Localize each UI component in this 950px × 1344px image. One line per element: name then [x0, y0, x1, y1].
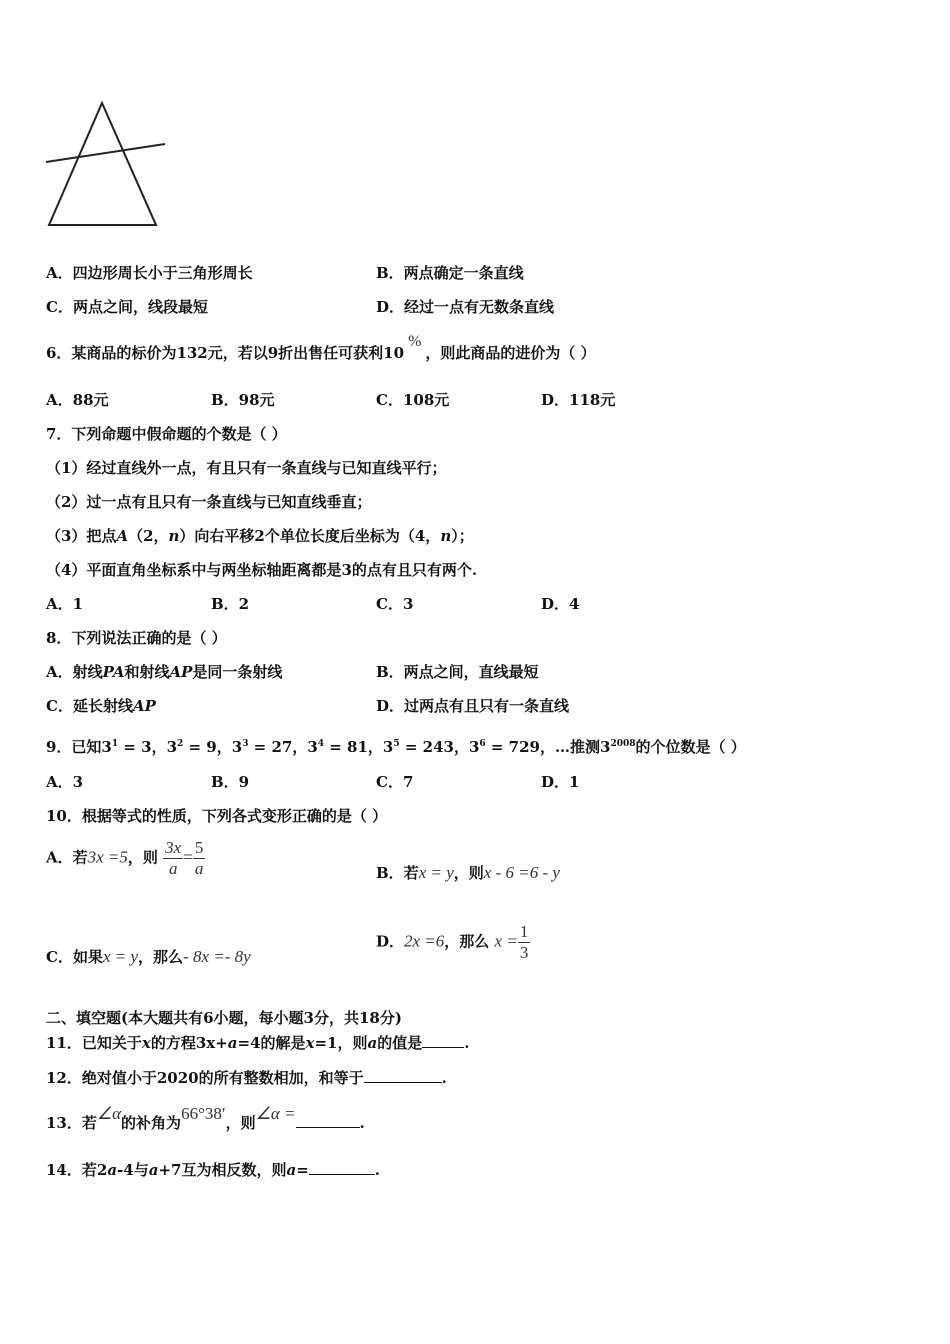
q7-s3-end: ）；: [451, 527, 474, 545]
q11-answer-blank[interactable]: [422, 1033, 464, 1048]
q9-pre: 9．已知3: [46, 738, 112, 756]
q5-option-d[interactable]: D．经过一点有无数条直线: [376, 298, 555, 316]
q12-pre: 12．绝对值小于2020的所有整数相加，和等于: [46, 1069, 364, 1087]
q10-a-f2-num: 5: [194, 838, 204, 857]
q10-stem: 10．根据等式的性质，下列各式变形正确的是（ ）: [46, 807, 388, 825]
q5-option-c[interactable]: C．两点之间，线段最短: [46, 298, 208, 316]
q14-dot: .: [374, 1161, 381, 1179]
q8-option-c[interactable]: [46, 695, 156, 716]
q9-t2: = 9，3: [183, 738, 243, 756]
q10-a-frac-1: [163, 838, 183, 879]
q5-option-b[interactable]: B．两点确定一条直线: [376, 264, 524, 282]
q7-stem: 7．下列命题中假命题的个数是（ ）: [46, 425, 287, 443]
q6-option-b[interactable]: B．98元: [211, 391, 275, 409]
q13-mid2: ，则: [225, 1114, 256, 1132]
q12-answer-blank[interactable]: [364, 1068, 442, 1083]
q13-mid: 的补角为: [121, 1114, 182, 1132]
q9-exp-3: 3: [242, 739, 249, 749]
q7-s3-mid: （2，: [128, 527, 169, 545]
section-2-title: 二、填空题(本大题共有6小题，每小题3分，共18分): [46, 1009, 402, 1027]
q7-option-a[interactable]: A．1: [46, 595, 84, 613]
q8-stem: 8．下列说法正确的是（ ）: [46, 629, 227, 647]
q14-stem: [46, 1159, 380, 1180]
q7-statement-1: （1）经过直线外一点，有且只有一条直线与已知直线平行；: [46, 459, 447, 477]
q8-a-ap: AP: [169, 663, 193, 681]
q9-t1: = 3，3: [118, 738, 178, 756]
q8-a-end: 是同一条射线: [192, 663, 283, 681]
q13-pre: 13．若: [46, 1114, 97, 1132]
q7-statement-4: （4）平面直角坐标系中与两坐标轴距离都是3的点有且只有两个.: [46, 561, 478, 579]
q7-option-b[interactable]: B．2: [211, 595, 250, 613]
q11-dot: .: [464, 1034, 470, 1052]
q9-exp-1: 1: [111, 739, 119, 749]
q14-mid: -4与: [117, 1161, 149, 1179]
triangle-shape: [49, 103, 156, 225]
q10-d-x: x =: [494, 931, 518, 951]
q11-a: a: [227, 1034, 238, 1052]
q9-option-b[interactable]: B．9: [211, 773, 250, 791]
q11-end: 的值是: [377, 1034, 423, 1052]
q9-exp-2: 2: [177, 739, 184, 749]
q9-option-c[interactable]: C．7: [376, 773, 414, 791]
q14-a2: a: [148, 1161, 159, 1179]
q11-x: x: [141, 1034, 151, 1052]
q10-option-d[interactable]: [376, 922, 530, 963]
q13-degree: 66°38′: [181, 1104, 226, 1123]
q7-statement-2: （2）过一点有且只有一条直线与已知直线垂直；: [46, 493, 372, 511]
q7-s3-pre: （3）把点: [46, 527, 117, 545]
q10-d-f-den: 3: [519, 943, 529, 962]
q10-d-f-num: 1: [519, 922, 529, 941]
q9-exp-6: 6: [479, 739, 486, 749]
q6-percent: %: [408, 333, 422, 350]
q8-option-d[interactable]: D．过两点有且只有一条直线: [376, 697, 570, 715]
q10-d-frac: [518, 922, 531, 963]
q7-s3-n2: n: [440, 527, 452, 545]
q14-eq: =: [296, 1161, 309, 1179]
q10-option-c[interactable]: [46, 946, 251, 967]
q10-c-res: - 8x =- 8y: [183, 947, 251, 966]
q10-c-pre: C．如果: [46, 948, 103, 966]
q6-stem-pre: 6．某商品的标价为132元，若以9折出售任可获利10: [46, 344, 405, 362]
q10-a-f1-num: 3x: [165, 838, 182, 857]
q10-a-f2-den: a: [194, 859, 204, 878]
q7-s3-point: A: [116, 527, 129, 545]
q10-option-a[interactable]: [46, 838, 205, 879]
q7-option-d[interactable]: D．4: [541, 595, 580, 613]
q9-t6: = 729，…推测3: [485, 738, 611, 756]
q10-b-eq: x = y: [418, 863, 454, 882]
q10-option-b[interactable]: [376, 862, 560, 883]
crossing-line: [46, 144, 165, 162]
q11-stem: [46, 1032, 469, 1053]
q6-stem-post: ，则此商品的进价为（ ）: [425, 344, 596, 362]
q14-answer-blank[interactable]: [309, 1160, 375, 1175]
q10-c-eq: x = y: [102, 947, 139, 966]
q12-dot: .: [441, 1069, 447, 1087]
q10-a-then: ，则: [127, 848, 158, 867]
q9-stem: [46, 736, 746, 757]
q9-option-a[interactable]: A．3: [46, 773, 84, 791]
q13-angle: ∠α: [96, 1104, 122, 1123]
q7-option-c[interactable]: C．3: [376, 595, 414, 613]
q10-a-eqs: =: [183, 847, 193, 867]
q13-angle2: ∠α =: [255, 1104, 296, 1123]
q11-mid2: =4的解是: [237, 1034, 306, 1052]
q11-mid: 的方程3x+: [150, 1034, 228, 1052]
q6-option-a[interactable]: A．88元: [46, 391, 109, 409]
q6-option-d[interactable]: D．118元: [541, 391, 616, 409]
q8-option-b[interactable]: B．两点之间，直线最短: [376, 663, 539, 681]
q13-answer-blank[interactable]: [296, 1113, 360, 1128]
q8-c-ap: AP: [132, 697, 156, 715]
q5-option-a[interactable]: A．四边形周长小于三角形周长: [46, 264, 253, 282]
q11-x2: x: [305, 1034, 315, 1052]
q8-a-pa: PA: [102, 663, 125, 681]
q14-mid2: +7互为相反数，则: [158, 1161, 287, 1179]
q8-a-mid: 和射线: [124, 663, 170, 681]
q14-a3: a: [286, 1161, 297, 1179]
q10-a-frac-2: [193, 838, 206, 879]
q7-s3-mid2: ）向右平移2个单位长度后坐标为（4，: [179, 527, 441, 545]
q11-a2: a: [367, 1034, 378, 1052]
q13-stem: [46, 1104, 365, 1133]
q10-b-then: ，则: [453, 864, 484, 882]
q11-pre: 11．已知关于: [46, 1034, 142, 1052]
q9-exp-4: 4: [317, 739, 325, 749]
q6-option-c[interactable]: C．108元: [376, 391, 450, 409]
q9-t7: 的个位数是（ ）: [635, 738, 746, 756]
q14-pre: 14．若2: [46, 1161, 108, 1179]
q9-exp-5: 5: [393, 739, 400, 749]
q8-a-pre: A．射线: [46, 663, 103, 681]
q9-exp-7: 2008: [610, 739, 636, 749]
q8-c-pre: C．延长射线: [46, 697, 133, 715]
q10-b-res: x - 6 =6 - y: [483, 863, 560, 882]
q7-s3-n: n: [168, 527, 180, 545]
q13-dot: .: [359, 1114, 365, 1132]
q11-mid3: =1，则: [314, 1034, 368, 1052]
q10-a-eq: 3x =5: [87, 847, 128, 867]
q10-c-then: ，那么: [138, 948, 184, 966]
q10-d-pre: D．: [376, 932, 405, 951]
q10-d-then: ，那么: [444, 932, 490, 951]
q8-option-a[interactable]: [46, 661, 282, 682]
q7-statement-3: [46, 525, 474, 546]
q6-stem: [46, 333, 596, 363]
q10-a-f1-den: a: [163, 858, 183, 879]
q9-t4: = 81，3: [324, 738, 394, 756]
q12-stem: [46, 1067, 447, 1088]
q10-b-pre: B．若: [376, 864, 419, 882]
q14-a: a: [107, 1161, 118, 1179]
q9-t3: = 27，3: [248, 738, 318, 756]
q9-option-d[interactable]: D．1: [541, 773, 580, 791]
q10-d-eq: 2x =6: [404, 931, 445, 951]
triangle-with-line-figure: [40, 95, 180, 235]
q10-a-pre: A．若: [46, 848, 88, 867]
q9-t5: = 243，3: [399, 738, 480, 756]
